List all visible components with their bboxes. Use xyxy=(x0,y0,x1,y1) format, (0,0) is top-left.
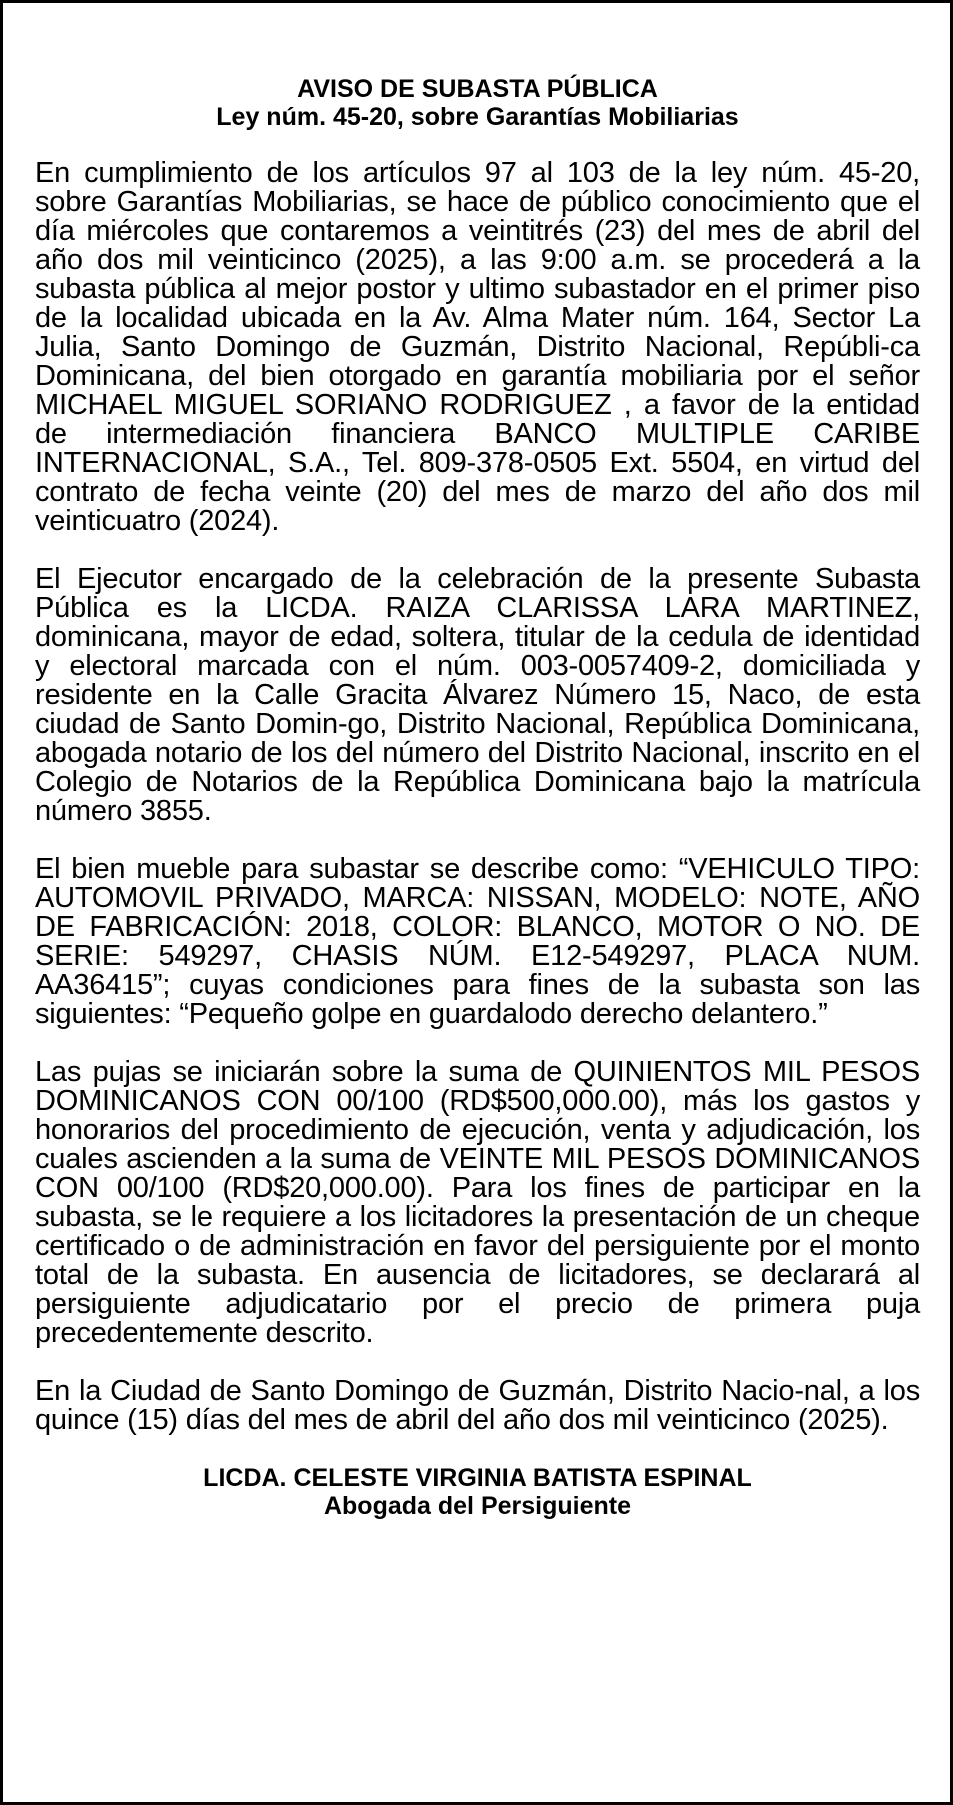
paragraph-bidding-terms: Las pujas se iniciarán sobre la suma de QUINIENTOS MIL PESOS DOMINICANOS CON 00/100 (RD$500,000.00), más los gastos y honorarios del procedimiento de ejecución, venta y adjudicación, los cuales ascienden a la suma de VEINTE MIL PESOS DOMINICANOS CON 00/100 (RD$20,000.00). Para los fines de participar en la subasta, se le requiere a los licitadores la presentación de un cheque certificado o de administración en favor del persiguiente por el monto total de la subasta. En ausencia de licitadores, se declarará al persiguiente adjudicatario por el precio de primera puja precedentemente descrito. xyxy=(35,1056,920,1349)
signature-name: LICDA. CELESTE VIRGINIA BATISTA ESPINAL xyxy=(203,1464,752,1492)
notice-subtitle: Ley núm. 45-20, sobre Garantías Mobiliarias xyxy=(216,103,739,131)
signature-role: Abogada del Persiguiente xyxy=(323,1492,631,1520)
paragraph-executor: El Ejecutor encargado de la celebración de la presente Subasta Pública es la LICDA. RAIZA CLARISSA LARA MARTINEZ, dominicana, mayor de edad, soltera, titular de la cedula de identidad y electoral marcada con el núm. 003-0057409-2, domiciliada y residente en la Calle Gracita Álvarez Número 15, Naco, de esta ciudad de Santo Domin-go, Distrito Nacional, República Dominicana, abogada notario de los del número del Distrito Nacional, inscrito en el Colegio de Notarios de la República Dominicana bajo la matrícula número 3855. xyxy=(35,563,920,827)
paragraph-auction-announcement: En cumplimiento de los artículos 97 al 103 de la ley núm. 45-20, sobre Garantías Mobiliarias, se hace de público conocimiento que el día miércoles que contaremos a veintitrés (23) del mes de abril del año dos mil veinticinco (2025), a las 9:00 a.m. se procederá a la subasta pública al mejor postor y ultimo subastador en el primer piso de la localidad ubicada en la Av. Alma Mater núm. 164, Sector La Julia, Santo Domingo de Guzmán, Distrito Nacional, Repúbli-ca Dominicana, del bien otorgado en garantía mobiliaria por el señor MICHAEL MIGUEL SORIANO RODRIGUEZ , a favor de la entidad de intermediación financiera BANCO MULTIPLE CARIBE INTERNACIONAL, S.A., Tel. 809-378-0505 Ext. 5504, en virtud del contrato de fecha veinte (20) del mes de marzo del año dos mil veinticuatro (2024). xyxy=(35,157,920,537)
paragraph-place-date: En la Ciudad de Santo Domingo de Guzmán, Distrito Nacio-nal, a los quince (15) días del mes de abril del año dos mil veinticinco (2025). xyxy=(35,1375,920,1436)
signature-block xyxy=(35,1464,920,1520)
notice-title: AVISO DE SUBASTA PÚBLICA xyxy=(297,75,658,103)
notice-heading xyxy=(35,75,920,131)
notice-body xyxy=(35,159,920,1435)
paragraph-vehicle-description: El bien mueble para subastar se describe como: “VEHICULO TIPO: AUTOMOVIL PRIVADO, MARCA: NISSAN, MODELO: NOTE, AÑO DE FABRICACIÓN: 2018, COLOR: BLANCO, MOTOR O NO. DE SERIE: 549297, CHASIS NÚM. E12-549297, PLACA NUM. AA36415”; cuyas condiciones para fines de la subasta son las siguientes: “Pequeño golpe en guardalodo derecho delantero.” xyxy=(35,853,920,1030)
